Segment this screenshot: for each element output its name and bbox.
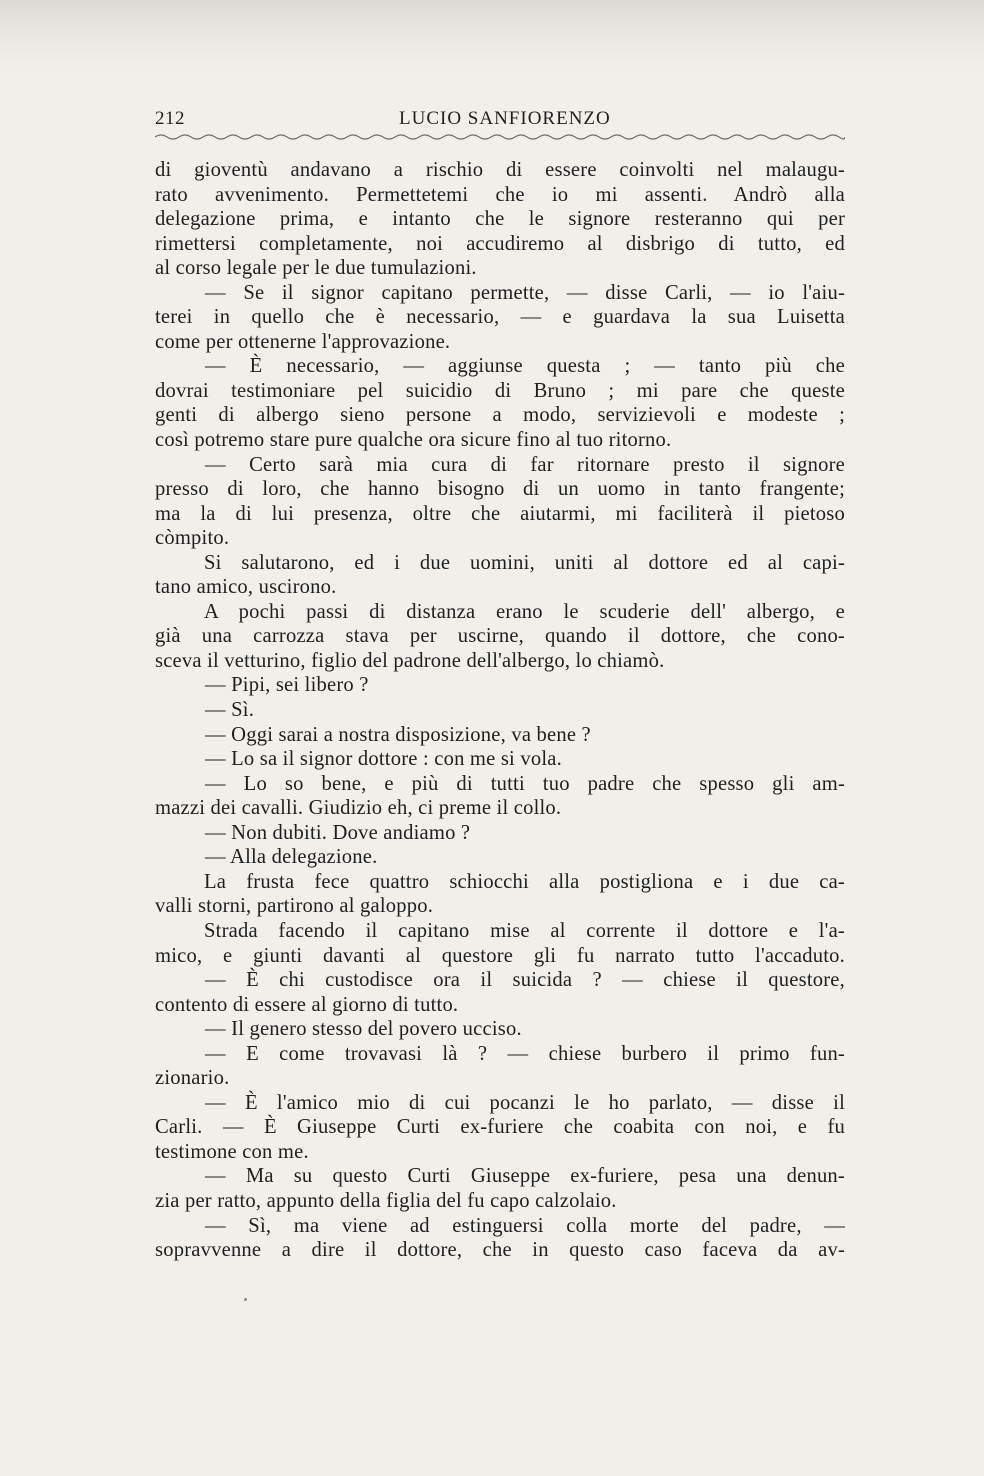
text-line: — Oggi sarai a nostra disposizione, va bene ? — [205, 723, 591, 746]
page-header — [155, 108, 845, 134]
running-head: LUCIO SANFIORENZO — [399, 108, 611, 129]
text-line: — Ma su questo Curti Giuseppe ex-furiere, pesa una denun- — [205, 1165, 845, 1188]
text-line: — Sì. — [205, 699, 255, 722]
text-line: — Lo sa il signor dottore : con me si vola. — [205, 748, 562, 771]
text-line: mazzi dei cavalli. Giudizio eh, ci preme il collo. — [155, 797, 562, 820]
print-speck — [244, 1298, 247, 1301]
text-line: Strada facendo il capitano mise al corrente il dottore e l'a- — [204, 919, 845, 942]
text-line: così potremo stare pure qualche ora sicure fino al tuo ritorno. — [155, 429, 672, 452]
text-line: già una carrozza stava per uscirne, quando il dottore, che cono- — [155, 625, 845, 648]
decorative-wavy-rule — [155, 133, 845, 141]
text-line: rimettersi completamente, noi accudiremo al disbrigo di tutto, ed — [155, 232, 845, 255]
text-line: testimone con me. — [155, 1140, 309, 1163]
text-line: di gioventù andavano a rischio di essere coinvolti nel malaugu- — [155, 159, 845, 181]
text-line: dovrai testimoniare pel suicidio di Bruno ; mi pare che queste — [155, 379, 845, 402]
text-line: tano amico, uscirono. — [155, 576, 337, 599]
text-line: zia per ratto, appunto della figlia del fu capo calzolaio. — [155, 1189, 617, 1212]
text-line: Si salutarono, ed i due uomini, uniti al dottore ed al capi- — [204, 551, 845, 574]
text-line: valli storni, partirono al galoppo. — [155, 895, 434, 918]
text-line: — Il genero stesso del povero ucciso. — [205, 1018, 522, 1041]
text-line: al corso legale per le due tumulazioni. — [155, 257, 477, 280]
text-line: — E come trovavasi là ? — chiese burbero il primo fun- — [205, 1042, 845, 1065]
text-line: ma la di lui presenza, oltre che aiutarmi, mi faciliterà il pietoso — [155, 502, 845, 525]
text-line: contento di essere al giorno di tutto. — [155, 993, 459, 1016]
text-line: rato avvenimento. Permettetemi che io mi assenti. Andrò alla — [155, 183, 845, 206]
text-line: — Se il signor capitano permette, — disse Carli, — io l'aiu- — [205, 281, 845, 304]
text-line: — Alla delegazione. — [205, 846, 378, 869]
text-line: — Non dubiti. Dove andiamo ? — [205, 821, 471, 844]
wavy-rule-line — [155, 135, 845, 139]
text-line: zionario. — [155, 1067, 230, 1090]
text-line: genti di albergo sieno persone a modo, servizievoli e modeste ; — [155, 404, 845, 427]
text-line: sopravvenne a dire il dottore, che in questo caso faceva da av- — [155, 1239, 845, 1262]
text-line: — Lo so bene, e più di tutti tuo padre che spesso gli am- — [205, 772, 845, 795]
text-line: presso di loro, che hanno bisogno di un uomo in tanto frangente; — [155, 478, 845, 501]
text-line: — Pipi, sei libero ? — [205, 674, 369, 697]
text-line: — È l'amico mio di cui pocanzi le ho parlato, — disse il — [205, 1091, 845, 1114]
text-line: — È necessario, — aggiunse questa ; — tanto più che — [205, 355, 845, 378]
text-line: sceva il vetturino, figlio del padrone dell'albergo, lo chiamò. — [155, 649, 665, 672]
text-line: còmpito. — [155, 527, 230, 550]
text-line: — È chi custodisce ora il suicida ? — chiese il questore, — [205, 969, 845, 992]
text-line: — Certo sarà mia cura di far ritornare presto il signore — [205, 453, 845, 476]
text-line: terei in quello che è necessario, — e guardava la sua Luisetta — [155, 306, 845, 329]
text-line: — Sì, ma viene ad estinguersi colla morte del padre, — — [205, 1214, 845, 1237]
text-line: mico, e giunti davanti al questore gli fu narrato tutto l'accaduto. — [155, 944, 845, 967]
text-line: delegazione prima, e intanto che le signore resteranno qui per — [155, 208, 845, 231]
text-line: La frusta fece quattro schiocchi alla postigliona e i due ca- — [204, 870, 845, 893]
text-line: A pochi passi di distanza erano le scuderie dell' albergo, e — [204, 600, 845, 623]
page-number: 212 — [155, 108, 185, 129]
text-line: come per ottenerne l'approvazione. — [155, 330, 451, 353]
page-body-text — [155, 158, 845, 1263]
text-line: Carli. — È Giuseppe Curti ex-furiere che coabita con noi, e fu — [155, 1116, 845, 1139]
